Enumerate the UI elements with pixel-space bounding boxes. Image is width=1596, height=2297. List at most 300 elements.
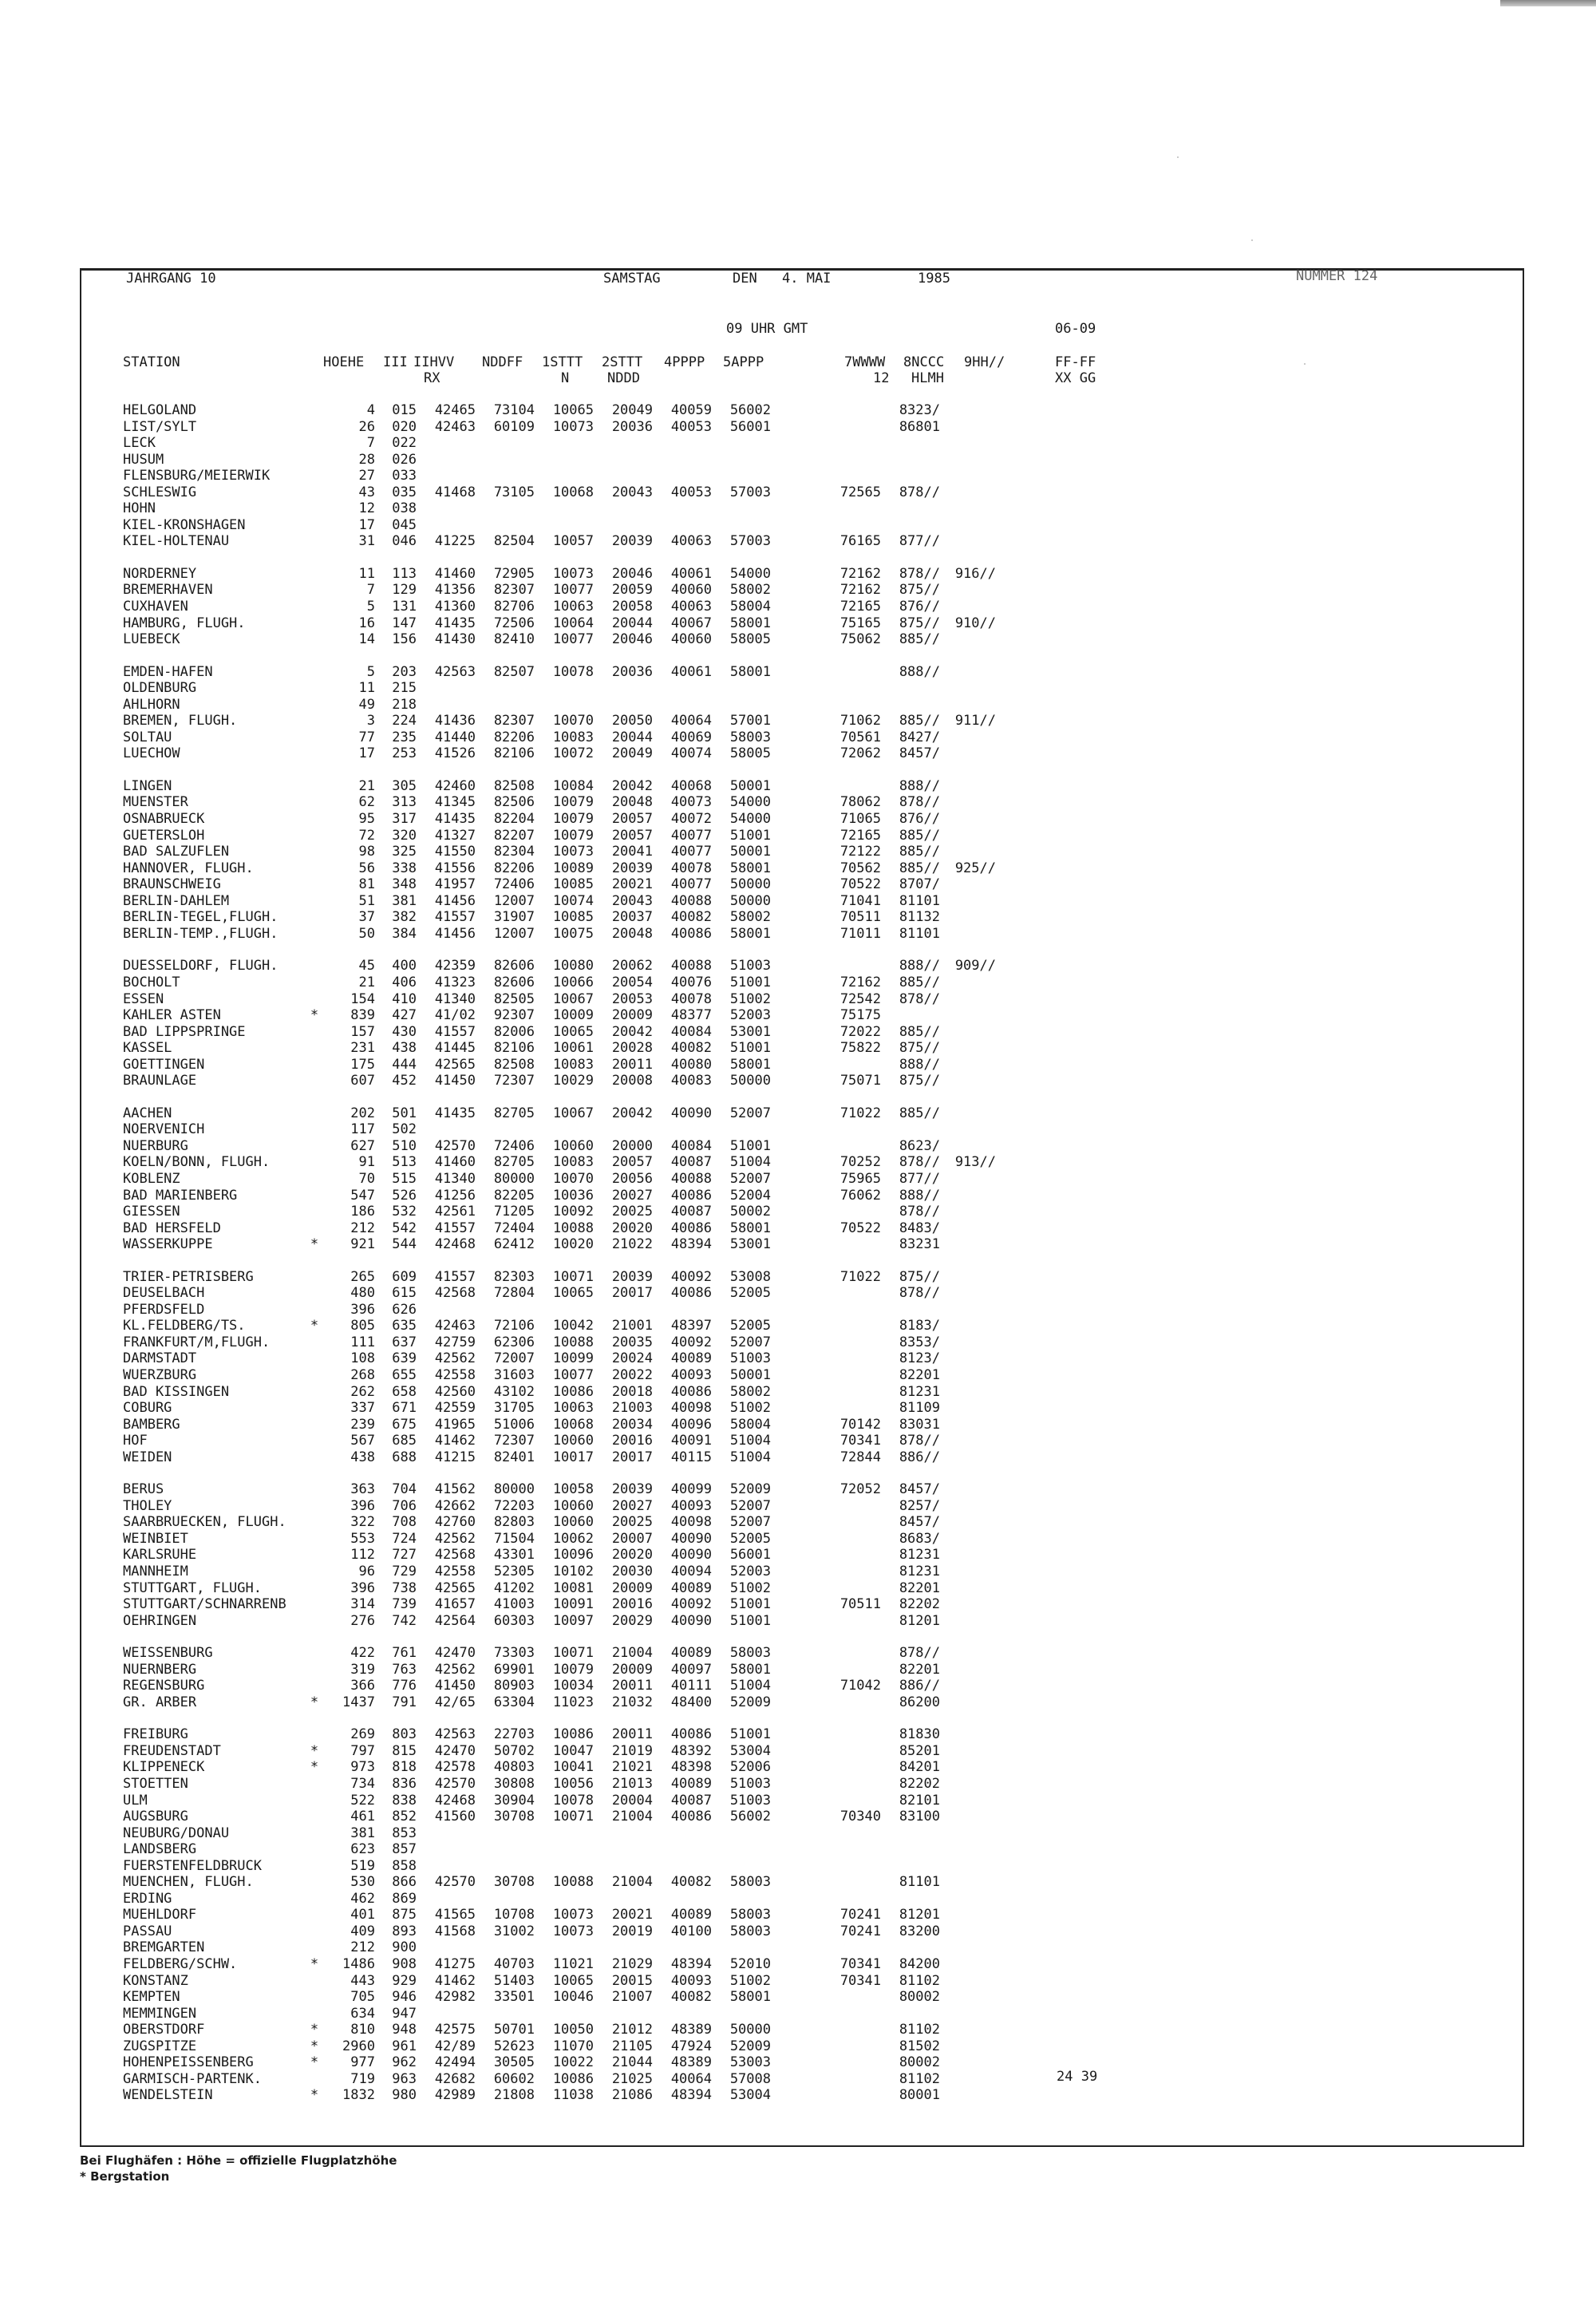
- 7wwww-value: 72162: [839, 974, 881, 990]
- 1sttt-value: 10046: [552, 1989, 594, 2006]
- 1sttt-value: 10058: [552, 1481, 594, 1498]
- 1sttt-value: 10070: [552, 1170, 594, 1187]
- 8nccc-value: 886//: [899, 1449, 940, 1465]
- 8nccc-value: 877//: [899, 1170, 940, 1187]
- 2sttt-value: [594, 1841, 653, 1858]
- 7wwww-value: [771, 1400, 881, 1417]
- 1sttt-value: 10079: [552, 827, 594, 844]
- nddff-value: 80000: [493, 1481, 535, 1498]
- 8nccc-value: 878//: [899, 794, 940, 811]
- nddff-value: [476, 680, 535, 697]
- 5appp-value: 52005: [729, 1285, 771, 1302]
- hoehe-value: 4: [366, 402, 375, 418]
- 2sttt-value: 21022: [611, 1236, 653, 1253]
- hoehe-value: 14: [358, 631, 375, 648]
- 1sttt-value: 10068: [552, 484, 594, 500]
- observation-time: 09 UHR GMT: [726, 321, 808, 337]
- 5appp-value: 58004: [729, 599, 771, 615]
- 7wwww-value: [771, 778, 881, 795]
- iihvv-value: 41275: [434, 1956, 476, 1973]
- 8nccc-value: 82201: [899, 1579, 940, 1596]
- 2sttt-value: 20025: [611, 1514, 653, 1531]
- 5appp-value: 52007: [729, 1497, 771, 1514]
- 4pppp-value: 48392: [670, 1742, 712, 1759]
- mountain-mark: [305, 778, 324, 795]
- 8nccc-value: 875//: [899, 1268, 940, 1285]
- nddff-value: 82206: [493, 729, 535, 745]
- table-row: [123, 844, 1112, 860]
- iihvv-value: 41345: [434, 794, 476, 811]
- table-row: [123, 484, 1112, 501]
- 7wwww-value: 76165: [839, 533, 881, 550]
- station-number: 675: [392, 1416, 417, 1433]
- 9hh-value: [940, 1285, 996, 1302]
- 9hh-value: [940, 517, 996, 534]
- nddff-value: 72905: [493, 565, 535, 582]
- 4pppp-value: 40053: [670, 484, 712, 500]
- 2sttt-value: 20059: [611, 582, 653, 599]
- station-number: 893: [392, 1923, 417, 1939]
- table-row: [123, 991, 1112, 1008]
- mountain-mark: [305, 1433, 324, 1449]
- 2sttt-value: 20004: [611, 1792, 653, 1809]
- 9hh-value: [940, 1759, 996, 1776]
- 7wwww-value: [771, 697, 881, 714]
- nddff-value: 82507: [493, 663, 535, 680]
- station-name: OEHRINGEN: [123, 1612, 197, 1629]
- 5appp-value: [712, 680, 771, 697]
- 8nccc-value: 878//: [899, 565, 940, 582]
- table-row: [123, 1793, 1112, 1809]
- 5appp-value: 50000: [729, 2022, 771, 2038]
- station-name: BERLIN-DAHLEM: [123, 892, 230, 909]
- nddff-value: 73303: [493, 1645, 535, 1662]
- jahrgang: JAHRGANG 10: [126, 271, 216, 287]
- 7wwww-value: 71011: [839, 925, 881, 942]
- 5appp-value: 51001: [729, 1726, 771, 1743]
- table-row: [123, 1891, 1112, 1908]
- 9hh-value: [940, 680, 996, 697]
- 7wwww-value: 78062: [839, 794, 881, 811]
- 5appp-value: 58003: [729, 1907, 771, 1923]
- iihvv-value: 41657: [434, 1596, 476, 1613]
- table-row: [123, 1318, 1112, 1334]
- 9hh-value: [940, 2071, 996, 2088]
- station-number: 637: [392, 1334, 417, 1350]
- 5appp-value: 50000: [729, 1073, 771, 1089]
- hoehe-value: 409: [350, 1923, 375, 1939]
- mountain-mark: [305, 1449, 324, 1466]
- 5appp-value: 58002: [729, 909, 771, 926]
- iihvv-value: 42558: [434, 1366, 476, 1383]
- 1sttt-value: 10092: [552, 1204, 594, 1220]
- 1sttt-value: 10060: [552, 1497, 594, 1514]
- 4pppp-value: 40082: [670, 1989, 712, 2006]
- nddff-value: 82401: [493, 1449, 535, 1465]
- 7wwww-value: 72162: [839, 582, 881, 599]
- 2sttt-value: [594, 468, 653, 484]
- 2sttt-value: 21003: [611, 1400, 653, 1417]
- 9hh-value: [940, 1678, 996, 1694]
- 5appp-value: 52010: [729, 1956, 771, 1973]
- station-number: 515: [392, 1170, 417, 1187]
- nddff-value: 12007: [493, 925, 535, 942]
- 7wwww-value: [771, 500, 881, 517]
- station-name: KAHLER ASTEN: [123, 1007, 221, 1024]
- 7wwww-value: [771, 958, 881, 975]
- station-name: HOHENPEISSENBERG: [123, 2054, 254, 2071]
- 4pppp-value: 40059: [670, 402, 712, 418]
- 5appp-value: 58001: [729, 860, 771, 876]
- 1sttt-value: 10066: [552, 974, 594, 990]
- 5appp-value: [712, 435, 771, 452]
- 7wwww-value: [771, 1350, 881, 1367]
- table-row: [123, 1171, 1112, 1188]
- station-number: 338: [392, 860, 417, 876]
- iihvv-value: 42568: [434, 1547, 476, 1564]
- mountain-mark: [305, 713, 324, 729]
- mountain-mark: [305, 1057, 324, 1073]
- 5appp-value: [712, 517, 771, 534]
- station-name: BERLIN-TEMP.,FLUGH.: [123, 925, 279, 942]
- nddff-value: 30708: [493, 1809, 535, 1825]
- 4pppp-value: 48389: [670, 2054, 712, 2071]
- 2sttt-value: 20016: [611, 1433, 653, 1449]
- hoehe-value: 973: [350, 1759, 375, 1776]
- 2sttt-value: 20057: [611, 1154, 653, 1171]
- mountain-mark: [305, 419, 324, 436]
- mountain-mark: *: [310, 1956, 319, 1973]
- 8nccc-value: 885//: [899, 1105, 940, 1121]
- nddff-value: [476, 1891, 535, 1908]
- iihvv-value: 41440: [434, 729, 476, 745]
- iihvv-value: [417, 1858, 476, 1875]
- 9hh-value: [940, 1793, 996, 1809]
- hoehe-value: 12: [358, 500, 375, 517]
- hoehe-value: 422: [350, 1645, 375, 1662]
- station-name: KONSTANZ: [123, 1972, 188, 1989]
- hoehe-value: 443: [350, 1972, 375, 1989]
- 5appp-value: 57003: [729, 533, 771, 550]
- 1sttt-value: 10072: [552, 745, 594, 762]
- 1sttt-value: 10057: [552, 533, 594, 550]
- station-number: 313: [392, 794, 417, 811]
- 7wwww-value: 70562: [839, 860, 881, 876]
- station-number: 980: [392, 2087, 417, 2104]
- nddff-value: 72406: [493, 876, 535, 893]
- nddff-value: 22703: [493, 1726, 535, 1743]
- nddff-value: 80000: [493, 1170, 535, 1187]
- table-row: [123, 1580, 1112, 1597]
- 8nccc-value: 876//: [899, 811, 940, 828]
- hoehe-value: 51: [358, 892, 375, 909]
- table-row: [123, 2022, 1112, 2038]
- table-row: [123, 1825, 1112, 1842]
- 2sttt-value: 20048: [611, 925, 653, 942]
- station-name: KOBLENZ: [123, 1170, 180, 1187]
- 5appp-value: 53001: [729, 1023, 771, 1040]
- col-rx-subheading: RX: [424, 370, 440, 386]
- 7wwww-value: [771, 1776, 881, 1793]
- nddff-value: 43301: [493, 1547, 535, 1564]
- hoehe-value: 438: [350, 1449, 375, 1465]
- 5appp-value: 51001: [729, 1596, 771, 1613]
- 4pppp-value: [653, 452, 712, 468]
- station-heading: STATION: [123, 354, 180, 370]
- iihvv-value: [417, 1891, 476, 1908]
- nddff-value: 82106: [493, 1040, 535, 1057]
- 8nccc-value: 83031: [899, 1416, 940, 1433]
- 8nccc-value: 8353/: [899, 1334, 940, 1350]
- 1sttt-value: 10061: [552, 1040, 594, 1057]
- 2sttt-value: [594, 1302, 653, 1319]
- table-row: [123, 1809, 1112, 1825]
- 7wwww-value: [771, 1138, 881, 1155]
- 7wwww-value: 71042: [839, 1678, 881, 1694]
- iihvv-value: 42982: [434, 1989, 476, 2006]
- 1sttt-value: 10029: [552, 1073, 594, 1089]
- 4pppp-value: 48394: [670, 1236, 712, 1253]
- station-group: [123, 1105, 1112, 1253]
- 4pppp-value: 40067: [670, 615, 712, 631]
- 4pppp-value: 40088: [670, 958, 712, 975]
- iihvv-value: 41356: [434, 582, 476, 599]
- mountain-mark: [305, 729, 324, 746]
- iihvv-value: 42561: [434, 1204, 476, 1220]
- mountain-mark: [305, 697, 324, 714]
- 4pppp-value: 40111: [670, 1678, 712, 1694]
- 2sttt-value: 20018: [611, 1383, 653, 1400]
- station-number: 033: [392, 468, 417, 484]
- 1sttt-value: 10083: [552, 1154, 594, 1171]
- 4pppp-value: 40086: [670, 1187, 712, 1204]
- mountain-mark: *: [310, 2087, 319, 2104]
- 2sttt-value: 20057: [611, 811, 653, 828]
- 4pppp-value: [653, 1825, 712, 1842]
- 9hh-value: [940, 926, 996, 943]
- 5appp-value: [712, 2006, 771, 2022]
- nddff-value: 62306: [493, 1334, 535, 1350]
- 2sttt-value: 21012: [611, 2022, 653, 2038]
- nddff-value: 72307: [493, 1073, 535, 1089]
- 7wwww-value: 70511: [839, 1596, 881, 1613]
- 1sttt-value: 11021: [552, 1956, 594, 1973]
- 8nccc-value: 8483/: [899, 1220, 940, 1236]
- mountain-mark: *: [310, 1007, 319, 1024]
- nddff-value: 31907: [493, 909, 535, 926]
- iihvv-value: [417, 435, 476, 452]
- station-name: GIESSEN: [123, 1204, 180, 1220]
- 5appp-value: 52009: [729, 2038, 771, 2054]
- 5appp-value: 50001: [729, 1366, 771, 1383]
- hoehe-value: 719: [350, 2070, 375, 2087]
- 4pppp-value: [653, 1858, 712, 1875]
- 5appp-value: 54000: [729, 565, 771, 582]
- 8nccc-value: 86801: [899, 418, 940, 435]
- station-name: PFERDSFELD: [123, 1301, 205, 1318]
- 7wwww-value: [771, 1726, 881, 1743]
- 7wwww-value: [771, 1367, 881, 1384]
- hoehe-value: 108: [350, 1350, 375, 1367]
- 8nccc-value: 885//: [899, 1023, 940, 1040]
- 4pppp-value: 40090: [670, 1530, 712, 1547]
- iihvv-value: 41557: [434, 909, 476, 926]
- period-label: 06-09: [1055, 321, 1096, 337]
- footnote-mountain-station: * Bergstation: [80, 2169, 170, 2184]
- 4pppp-value: 40088: [670, 892, 712, 909]
- station-name: SAARBRUECKEN, FLUGH.: [123, 1514, 286, 1531]
- 1sttt-value: 10085: [552, 876, 594, 893]
- iihvv-value: 41456: [434, 925, 476, 942]
- 2sttt-value: 20008: [611, 1073, 653, 1089]
- nddff-value: 82206: [493, 860, 535, 876]
- table-row: [123, 1481, 1112, 1498]
- hoehe-value: 77: [358, 729, 375, 745]
- 9hh-value: [940, 1809, 996, 1825]
- station-name: AACHEN: [123, 1105, 172, 1121]
- 8nccc-value: 81102: [899, 1972, 940, 1989]
- station-number: 215: [392, 680, 417, 697]
- mountain-mark: [305, 1073, 324, 1089]
- 2sttt-value: 20009: [611, 1661, 653, 1678]
- nddff-value: 51403: [493, 1972, 535, 1989]
- col-9hh-heading: 9HH//: [964, 354, 1005, 370]
- iihvv-value: 42662: [434, 1497, 476, 1514]
- station-name: HOF: [123, 1433, 148, 1449]
- 5appp-value: 58002: [729, 582, 771, 599]
- hoehe-value: 117: [350, 1121, 375, 1138]
- nddff-value: 52623: [493, 2038, 535, 2054]
- 2sttt-value: 20011: [611, 1056, 653, 1073]
- 4pppp-value: 40086: [670, 1383, 712, 1400]
- nddff-value: [476, 1825, 535, 1842]
- 8nccc-value: 81830: [899, 1726, 940, 1743]
- table-row: [123, 1498, 1112, 1515]
- hoehe-value: 322: [350, 1514, 375, 1531]
- 9hh-value: [940, 500, 996, 517]
- station-number: 544: [392, 1236, 417, 1253]
- nddff-value: 72804: [493, 1285, 535, 1302]
- 9hh-value: [940, 1121, 996, 1138]
- 2sttt-value: 20039: [611, 533, 653, 550]
- nddff-value: 72106: [493, 1318, 535, 1334]
- 5appp-value: [712, 452, 771, 468]
- 9hh-value: [940, 811, 996, 828]
- 9hh-value: [940, 778, 996, 795]
- table-row: [123, 1973, 1112, 1990]
- 8nccc-value: [881, 1841, 940, 1858]
- 1sttt-value: 10017: [552, 1449, 594, 1465]
- nddff-value: 21808: [493, 2087, 535, 2104]
- 7wwww-value: [771, 1743, 881, 1760]
- iihvv-value: 41436: [434, 713, 476, 729]
- station-number: 400: [392, 958, 417, 975]
- station-number: 444: [392, 1056, 417, 1073]
- 8nccc-value: 8457/: [899, 1514, 940, 1531]
- station-number: 615: [392, 1285, 417, 1302]
- nddff-value: [476, 468, 535, 484]
- 9hh-value: [940, 582, 996, 599]
- 9hh-value: [940, 2038, 996, 2055]
- 1sttt-value: 10050: [552, 2022, 594, 2038]
- 9hh-value: [940, 468, 996, 484]
- table-row: [123, 958, 1112, 975]
- 1sttt-value: 10102: [552, 1564, 594, 1579]
- station-name: NUERBURG: [123, 1137, 188, 1154]
- 9hh-value: [940, 1874, 996, 1891]
- 8nccc-value: 878//: [899, 1154, 940, 1171]
- 8nccc-value: 81231: [899, 1383, 940, 1400]
- 4pppp-value: 40098: [670, 1514, 712, 1531]
- table-row: [123, 729, 1112, 746]
- 5appp-value: 51002: [729, 1400, 771, 1417]
- 1sttt-value: [535, 1302, 594, 1319]
- 7wwww-value: [771, 1939, 881, 1956]
- mountain-mark: [305, 435, 324, 452]
- mountain-mark: [305, 1188, 324, 1204]
- 4pppp-value: 40077: [670, 876, 712, 893]
- 2sttt-value: 20042: [611, 1105, 653, 1121]
- station-name: MUENCHEN, FLUGH.: [123, 1874, 254, 1891]
- 1sttt-value: 10079: [552, 811, 594, 828]
- 8nccc-value: 81201: [899, 1907, 940, 1923]
- 9hh-value: [940, 1350, 996, 1367]
- iihvv-value: 42559: [434, 1400, 476, 1417]
- nddff-value: [476, 500, 535, 517]
- nddff-value: 82205: [493, 1187, 535, 1204]
- 8nccc-value: 83100: [899, 1809, 940, 1825]
- 8nccc-value: 81101: [899, 1874, 940, 1891]
- 8nccc-value: 878//: [899, 1204, 940, 1220]
- station-name: GR. ARBER: [123, 1694, 197, 1710]
- 7wwww-value: [771, 1891, 881, 1908]
- 9hh-value: [940, 1367, 996, 1384]
- 2sttt-value: 20043: [611, 484, 653, 500]
- iihvv-value: 42570: [434, 1137, 476, 1154]
- iihvv-value: 42570: [434, 1874, 476, 1891]
- 8nccc-value: 81102: [899, 2070, 940, 2087]
- 7wwww-value: [771, 1645, 881, 1662]
- hoehe-value: 381: [350, 1825, 375, 1841]
- 9hh-value: [940, 1433, 996, 1449]
- station-number: 708: [392, 1514, 417, 1531]
- station-number: 658: [392, 1383, 417, 1400]
- station-name: SCHLESWIG: [123, 484, 197, 500]
- 9hh-value: [940, 909, 996, 926]
- 8nccc-value: [881, 2006, 940, 2022]
- 5appp-value: 58001: [729, 663, 771, 680]
- 7wwww-value: 70340: [839, 1809, 881, 1825]
- iihvv-value: 41456: [434, 892, 476, 909]
- 7wwww-value: 70511: [839, 909, 881, 926]
- 9hh-value: [940, 1269, 996, 1286]
- station-number: 218: [392, 696, 417, 713]
- hoehe-value: 319: [350, 1661, 375, 1678]
- 8nccc-value: 80001: [899, 2087, 940, 2104]
- station-number: 853: [392, 1825, 417, 1841]
- station-group: [123, 664, 1112, 762]
- station-number: 869: [392, 1890, 417, 1907]
- table-row: [123, 1350, 1112, 1367]
- 8nccc-value: 885//: [899, 860, 940, 876]
- 8nccc-value: 85201: [899, 1742, 940, 1759]
- mountain-mark: [305, 1171, 324, 1188]
- station-name: CUXHAVEN: [123, 599, 188, 615]
- table-row: [123, 926, 1112, 943]
- station-name: ULM: [123, 1792, 148, 1809]
- 9hh-value: [940, 876, 996, 893]
- iihvv-value: [417, 1825, 476, 1842]
